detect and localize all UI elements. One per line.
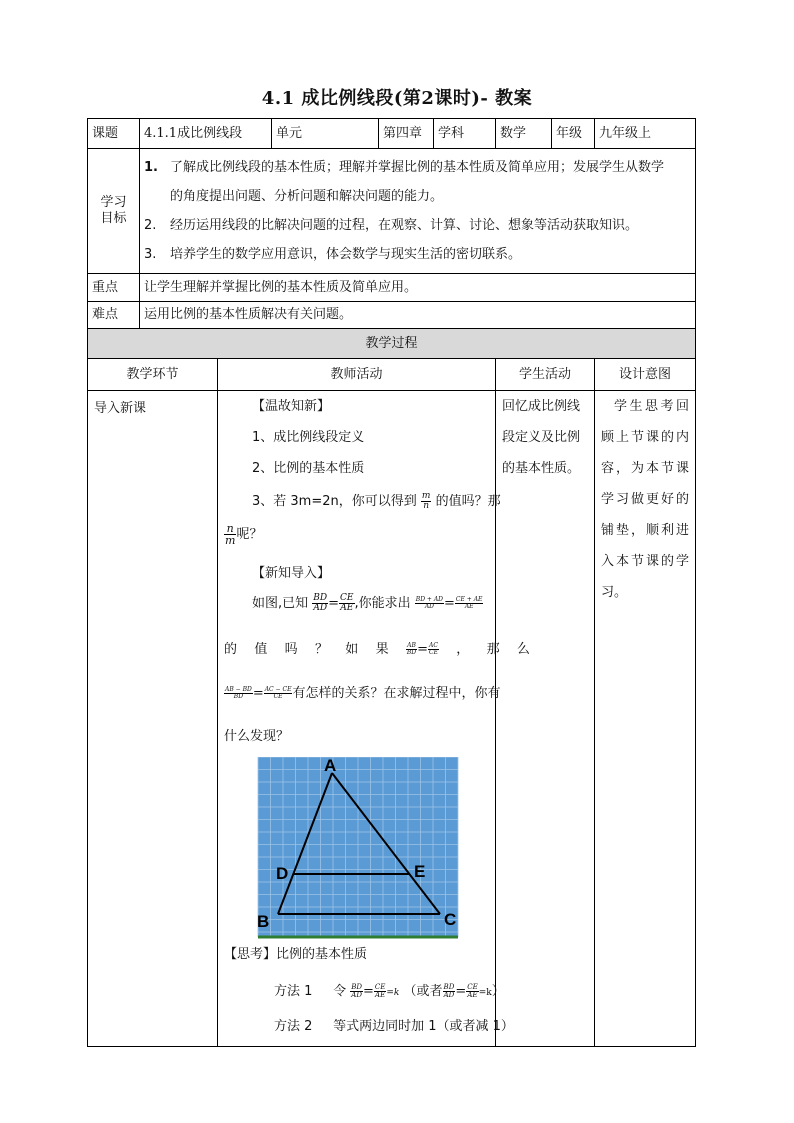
phase-cell: 导入新课 — [88, 391, 218, 1047]
topic-label: 课题 — [88, 119, 140, 149]
objectives-row — [88, 149, 696, 274]
objective-item: 1. 了解成比例线段的基本性质；理解并掌握比例的基本性质及简单应用；发展学生从数学 的角度提出问题、分析问题和解决问题的能力。 — [144, 160, 665, 204]
method-2: 方法 2 等式两边同时加 1（或者减 1） — [274, 1019, 514, 1034]
grade-label: 年级 — [552, 119, 595, 149]
difficulty-label: 难点 — [88, 302, 140, 329]
info-row — [88, 119, 696, 149]
lesson-plan-table — [87, 118, 696, 1047]
objectives-label: 学习 目标 — [88, 149, 140, 274]
unit-value: 第四章 — [379, 119, 434, 149]
method-1: 方法 1 令 $\frac{BD}{AD}$ = $\frac{CE}{AE}$ =k （或者 $\frac{BD}{AD}$ = $\frac{CE}{AE}$ =k） — [274, 983, 505, 999]
question-2: 的 值 吗 ？ 如 果 $\frac{AB}{BD}$ = $\frac{AC}{CE}$ ， 那 么 — [224, 642, 530, 657]
review-item-2: 2、比例的基本性质 — [252, 461, 365, 476]
difficulty-row — [88, 302, 696, 329]
question-1: 如图,已知 $\frac{BD}{AD}$ = $\frac{CE}{AE}$ ,你能求出 $\frac{BD + AD}{AD}$ = $\frac{CE + AE}{AE}$ — [252, 593, 483, 613]
triangle-figure — [250, 757, 470, 941]
teacher-activity — [218, 391, 530, 1047]
label-E: E — [414, 862, 426, 881]
new-heading: 【新知导入】 — [252, 566, 331, 581]
page-title: 4.1 成比例线段(第2课时)- 教案 — [261, 88, 533, 109]
subject-label: 学科 — [434, 119, 496, 149]
question-3-cont: 什么发现？ — [224, 729, 290, 744]
review-item-1: 1、成比例线段定义 — [252, 430, 365, 445]
col-student: 学生活动 — [496, 359, 595, 391]
process-header: 教学过程 — [88, 329, 696, 359]
key-point-text: 让学生理解并掌握比例的基本性质及简单应用。 — [140, 274, 696, 302]
key-point-row — [88, 274, 696, 302]
design-intent: 学生思考回顾上节课的内容，为本节课学习做更好的铺垫，顺利进入本节课的学习。 — [595, 391, 696, 1047]
label-D: D — [276, 864, 289, 883]
intro-row — [88, 391, 696, 1047]
label-C: C — [444, 910, 457, 929]
objective-item: 2. 经历运用线段的比解决问题的过程，在观察、计算、讨论、想象等活动获取知识。 — [144, 218, 639, 233]
difficulty-text: 运用比例的基本性质解决有关问题。 — [140, 302, 696, 329]
student-activity: 回忆成比例线段定义及比例的基本性质。 — [496, 391, 595, 1047]
col-intent: 设计意图 — [595, 359, 696, 391]
review-item-3: 3、若 3m=2n，你可以得到 $\frac{m}{n}$ 的值吗？那 — [252, 491, 501, 511]
grade-value: 九年级上 — [595, 119, 696, 149]
col-teacher: 教师活动 — [218, 359, 496, 391]
objective-item: 3. 培养学生的数学应用意识，体会数学与现实生活的密切联系。 — [144, 247, 522, 262]
question-3: $\frac{AB - BD}{BD}$ = $\frac{AC - CE}{CE}$ 有怎样的关系？在求解过程中，你有 — [225, 686, 501, 701]
think-heading: 【思考】比例的基本性质 — [224, 947, 368, 962]
label-B: B — [257, 912, 270, 931]
review-heading: 【温故知新】 — [252, 399, 331, 414]
objectives-list — [140, 149, 696, 274]
subject-value: 数学 — [496, 119, 552, 149]
column-header-row — [88, 359, 696, 391]
review-item-3-cont: $\frac{n}{m}$ 呢？ — [225, 522, 263, 547]
unit-label: 单元 — [272, 119, 379, 149]
label-A: A — [324, 757, 337, 775]
topic-value: 4.1.1成比例线段 — [140, 119, 272, 149]
col-phase: 教学环节 — [88, 359, 218, 391]
process-header-row — [88, 329, 696, 359]
key-point-label: 重点 — [88, 274, 140, 302]
